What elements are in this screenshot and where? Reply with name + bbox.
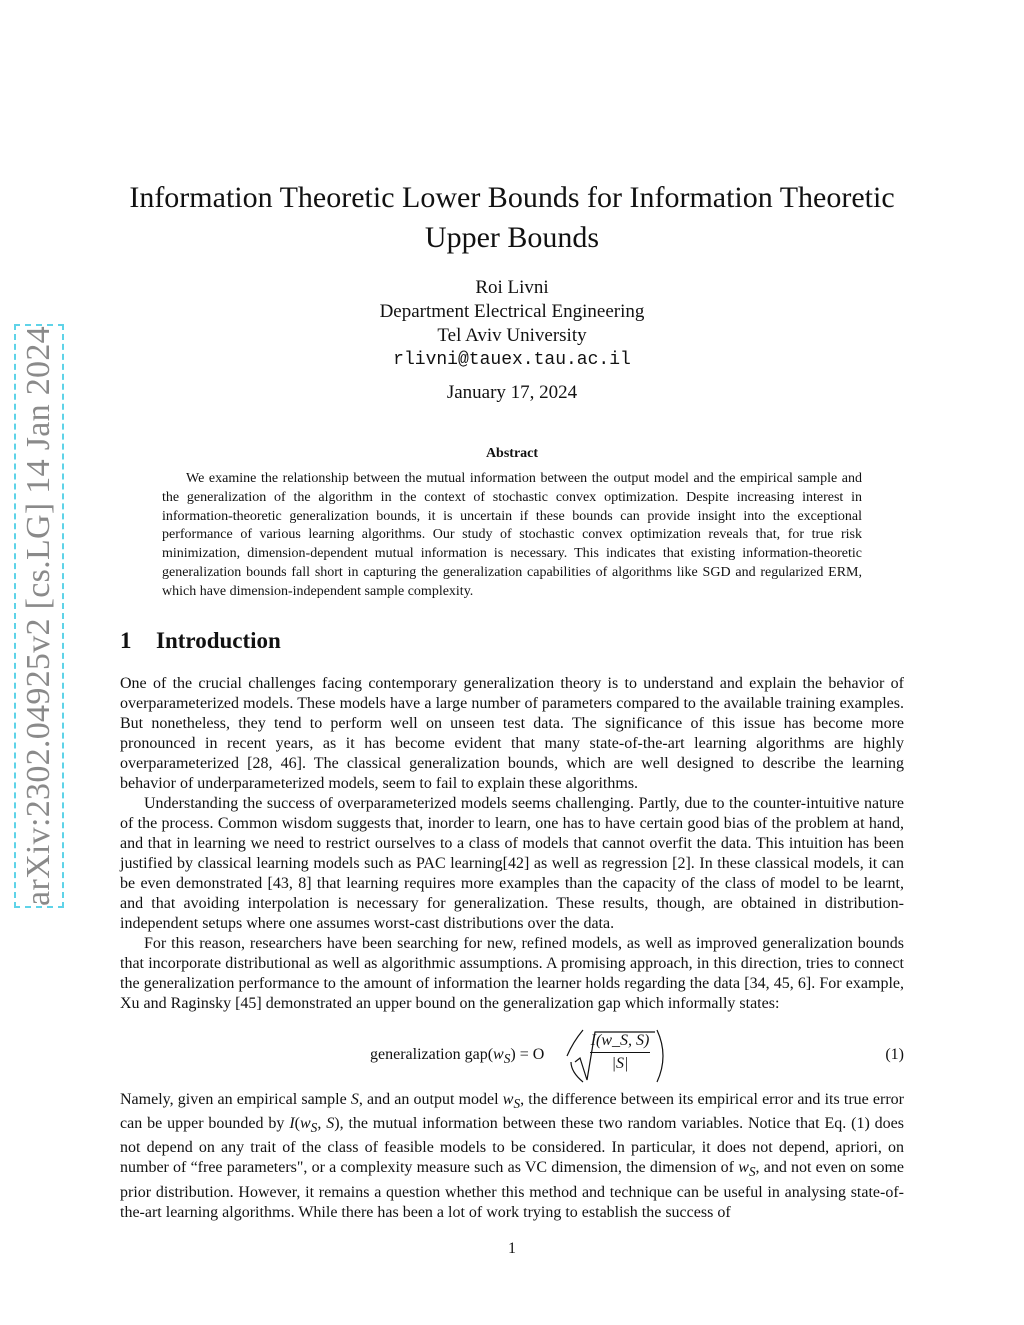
fraction-numerator: I(w_S, S) [590,1032,650,1049]
title-line-2: Upper Bounds [424,221,600,254]
fraction-denominator: |S| [611,1055,629,1072]
paper-title [120,178,904,258]
section-number: 1 [120,628,132,653]
author-university: Tel Aviv University [437,325,587,346]
page-number: 1 [508,1240,516,1257]
arxiv-identifier: arXiv:2302.04925v2 [cs.LG] 14 Jan 2024 [20,326,57,906]
equation-fraction [590,1032,650,1073]
author-block [120,276,904,372]
abstract-text: We examine the relationship between the mutual information between the output model and the empirical sample and the generalization of the algorithm in the context of stochastic convex optimization. Despite increasing interest in information-theoretic generalization bounds, it is uncertain if these bounds can provide insight into the exceptional performance of various learning algorithms. Our study of stochastic convex optimization reveals that, for true risk minimization, dimension-dependent mutual information is necessary. This indicates that existing information-theoretic generalization bounds fall short in capturing the generalization capabilities of algorithms like SGD and regularized ERM, which have dimension-independent sample complexity. [162,471,862,599]
abstract-heading: Abstract [485,446,539,461]
intro-paragraph-3: For this reason, researchers have been searching for new, refined models, as well as improved generalization bounds that incorporate distributional as well as algorithmic assumptions. A promising approach, in this direction, tries to connect the generalization performance to the amount of information the learner holds regarding the data [34, 45, 6]. For example, Xu and Raginsky [45] demonstrated an upper bound on the generalization gap which informally states: [120,935,904,1012]
equation-lhs: generalization $gap(w_S) = O$ [370,1046,545,1067]
intro-paragraph-4: Namely, given an empirical sample S, and an output model $w_S$, the difference between its empirical error and its true error can be upper bounded by $I(w_S$, S), the mutual information between these two random variables. Notice that Eq. (1) does not depend on any trait of the class of feasible models to be considered. In particular, it does not depend, apriori, on number of “free parameters", or a complexity measure such as VC dimension, the dimension of $w_S$, and not even on some prior distribution. However, it remains a question whether this method and technique can be useful in analysing state-of-the-art learning algorithms. While there has been a lot of work trying to establish the success of [120,1091,905,1221]
fraction-bar [590,1052,650,1053]
title-line-1: Information Theoretic Lower Bounds for Information Theoretic [129,181,895,214]
author-email: rlivni@tauex.tau.ac.il [393,350,631,370]
paper-date: January 17, 2024 [446,382,578,403]
intro-paragraph-1: One of the crucial challenges facing contemporary generalization theory is to understand and explain the behavior of overparameterized models. These models have a large number of parameters compared to the available training examples. But nonetheless, they tend to perform well on unseen test data. The significance of this issue has become more pronounced in recent years, as it has become evident that many state-of-the-art learning algorithms are highly overparameterized [28, 46]. The classical generalization bounds, which are well designed to describe the learning behavior of underparameterized models, seem to fail to explain these algorithms. [120,675,904,792]
equation-number: (1) [885,1046,904,1063]
author-department: Department Electrical Engineering [379,301,645,322]
section-heading [120,628,281,654]
equation-1 [120,1028,904,1084]
intro-paragraph-2: Understanding the success of overparameterized models seems challenging. Partly, due to the counter-intuitive nature of the process. Common wisdom suggests that, inorder to learn, one has to have certain good bias of the problem at hand, and that in learning we need to restrict ourselves to a class of models that cannot overfit the data. This intuition has been justified by classical learning models such as PAC learning[42] as well as regression [2]. In these classical models, it can be even demonstrated [43, 8] that learning requires more examples than the capacity of the class of model to be learnt, and that avoiding interpolation is necessary for generalization. These results, though, are obtained in distribution-independent setups where one assumes worst-cast distributions over the data. [120,795,904,932]
arxiv-stamp [14,324,64,908]
section-title: Introduction [156,628,281,653]
author-name: Roi Livni [475,277,549,298]
